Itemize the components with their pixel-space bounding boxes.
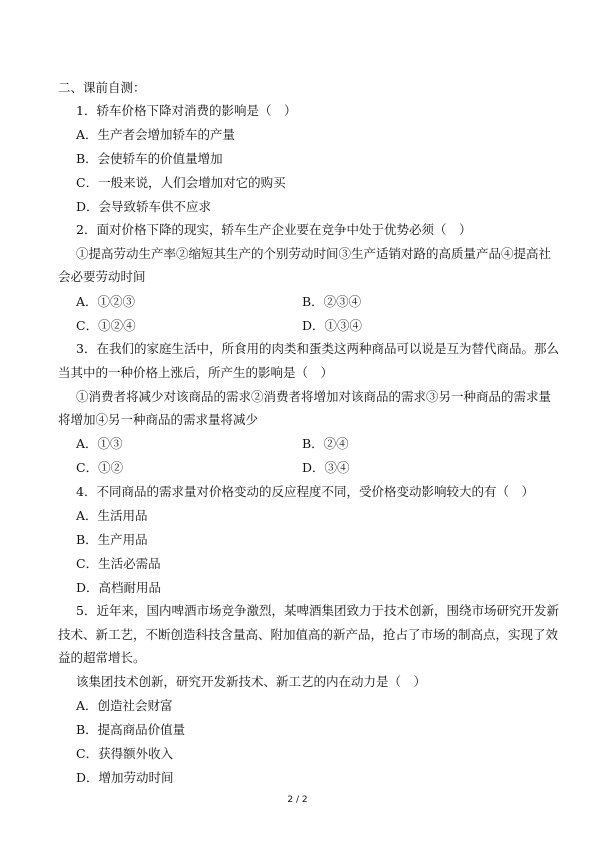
- q1-stem: 1．轿车价格下降对消费的影响是（ ）: [76, 103, 297, 118]
- q2-body-line2: 会必要劳动时间: [58, 269, 146, 284]
- q2-options-row2: [76, 318, 541, 334]
- page-number: 2 / 2: [287, 795, 308, 805]
- q1-option-b: B．会使轿车的价值量增加: [76, 151, 223, 166]
- q4-option-c: C．生活必需品: [76, 556, 161, 571]
- q4-option-d: D．高档耐用品: [76, 580, 162, 595]
- q4-option-a: A．生活用品: [76, 508, 148, 523]
- q3-option-d: D．③④: [302, 460, 350, 475]
- q2-option-a: A．①②③: [76, 294, 136, 309]
- q3-option-b: B．②④: [302, 436, 349, 451]
- q4-option-b: B．生产用品: [76, 532, 148, 547]
- q1-option-c: C．一般来说，人们会增加对它的购买: [76, 175, 286, 190]
- q5-option-c: C．获得额外收入: [76, 746, 174, 761]
- q3-body-line2: 将增加④另一种商品的需求量将减少: [58, 412, 259, 427]
- q5-option-d: D．增加劳动时间: [76, 770, 174, 785]
- section-title: 二、课前自测：: [58, 80, 146, 95]
- q5-option-b: B．提高商品价值量: [76, 722, 186, 737]
- q3-body-line1: ①消费者将减少对该商品的需求②消费者将增加对该商品的需求③另一种商品的需求量: [76, 389, 552, 404]
- q5-stem-line1: 5．近年来，国内啤酒市场竞争激烈，某啤酒集团致力于技术创新，围绕市场研究开发新: [76, 603, 559, 618]
- q2-option-b: B．②③④: [302, 294, 362, 309]
- q2-stem: 2．面对价格下降的现实，轿车生产企业要在竞争中处于优势必须（ ）: [76, 222, 472, 237]
- q2-option-c: C．①②④: [76, 318, 136, 333]
- q5-option-a: A．创造社会财富: [76, 698, 173, 713]
- q2-option-d: D．①③④: [302, 318, 363, 333]
- q2-options-row1: [76, 294, 541, 310]
- q1-option-a: A．生产者会增加轿车的产量: [76, 127, 236, 142]
- q3-options-row1: [76, 436, 541, 452]
- q1-option-d: D．会导致轿车供不应求: [76, 199, 212, 214]
- q2-body-line1: ①提高劳动生产率②缩短其生产的个别劳动时间③生产适销对路的高质量产品④提高社: [76, 246, 552, 261]
- q3-option-c: C．①②: [76, 460, 124, 475]
- q5-stem-line2: 技术、新工艺，不断创造科技含量高、附加值高的新产品，抢占了市场的制高点，实现了效: [58, 627, 559, 642]
- q4-stem: 4．不同商品的需求量对价格变动的反应程度不同，受价格变动影响较大的有（ ）: [76, 484, 534, 499]
- q5-stem-line3: 益的超常增长。: [58, 650, 146, 665]
- q5-question: 该集团技术创新，研究开发新技术、新工艺的内在动力是（ ）: [76, 674, 427, 689]
- q3-options-row2: [76, 460, 541, 476]
- q3-stem-line1: 3．在我们的家庭生活中，所食用的肉类和蛋类这两种商品可以说是互为替代商品。那么: [76, 341, 559, 356]
- q3-option-a: A．①③: [76, 436, 123, 451]
- q3-stem-line2: 当其中的一种价格上涨后，所产生的影响是（ ）: [58, 365, 334, 380]
